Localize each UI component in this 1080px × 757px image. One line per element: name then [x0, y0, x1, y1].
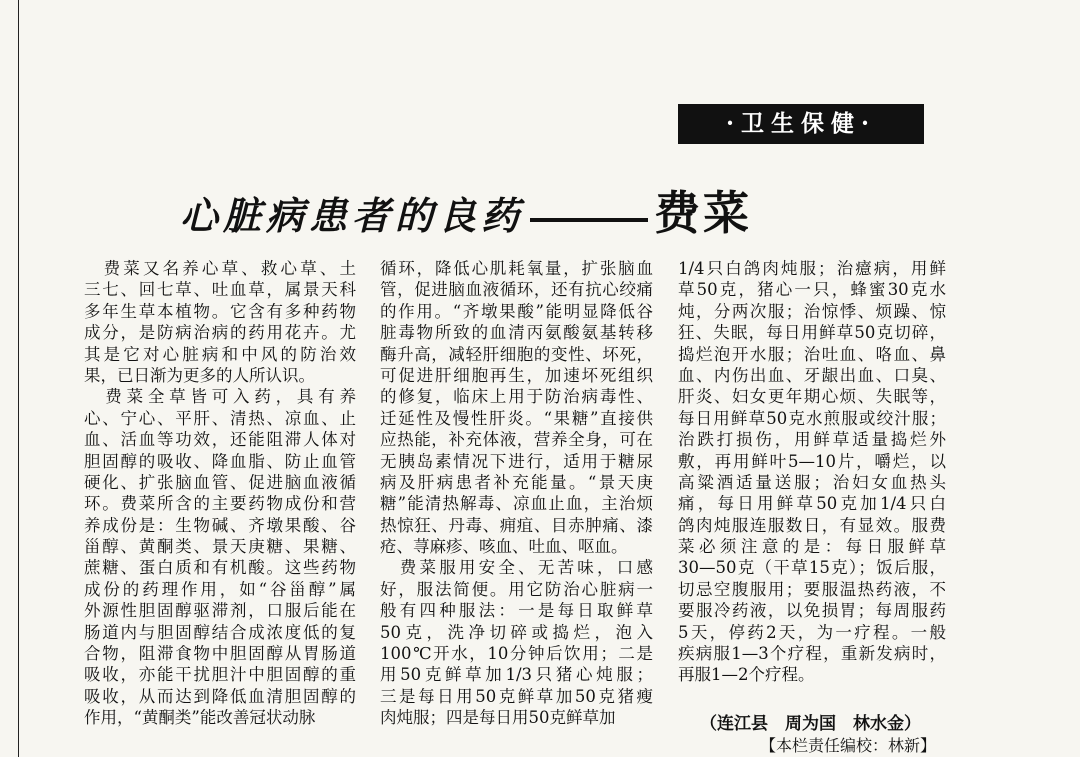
text-line: 痛，每日用鲜草50克加1/4只白	[678, 494, 946, 514]
text-line: 果，已日渐为更多的人所认识。	[84, 365, 315, 385]
title-dash	[530, 218, 648, 222]
text-line: 应热能，补充体液，营养全身，可在	[380, 430, 653, 450]
text-line: 治跌打损伤，用鲜草适量捣烂外	[678, 430, 946, 450]
text-line: 多年生草本植物。它含有多种药物	[84, 301, 356, 321]
text-line: 酶升高，减轻肝细胞的变性、坏死，	[380, 344, 653, 364]
text-line: 敷，再用鲜叶5—10片，嚼烂，以	[678, 451, 946, 471]
text-line: 鸽肉炖服连服数日，有显效。服费	[678, 515, 946, 535]
text-line: 其是它对心脏病和中风的防治效	[84, 344, 356, 364]
text-line: 炖，分两次服；治惊悸、烦躁、惊	[678, 301, 946, 321]
text-line: 30—50克（干草15克）；饭后服，	[678, 558, 946, 578]
text-line: 成份的药理作用，如“谷甾醇”属	[84, 579, 356, 599]
text-line: 100℃开水，10分钟后饮用；二是	[380, 644, 653, 664]
text-line: 疾病服1—3个疗程，重新发病时，	[678, 644, 946, 664]
text-line: 心、宁心、平肝、清热、凉血、止	[84, 408, 356, 428]
text-line: 迁延性及慢性肝炎。“果糖”直接供	[380, 408, 653, 428]
text-line: 好，服法简便。用它防治心脏病一	[380, 579, 653, 599]
page-border-line	[18, 0, 19, 757]
text-line: 蔗糖、蛋白质和有机酸。这些药物	[84, 558, 356, 578]
text-line: 热惊狂、丹毒、痈疽、目赤肿痛、漆	[380, 515, 653, 535]
text-line: 糖”能清热解毒、凉血止血，主治烦	[380, 494, 653, 514]
text-line: 外源性胆固醇驱滞剂，口服后能在	[84, 601, 356, 621]
text-line: 肝炎、妇女更年期心烦、失眠等，	[678, 387, 946, 407]
text-line: 5天，停药2天，为一疗程。一般	[678, 622, 946, 642]
text-line: 循环，降低心肌耗氧量，扩张脑血	[380, 259, 653, 278]
text-line: 三是每日用50克鲜草加50克猪瘦	[380, 686, 653, 706]
author-byline: （连江县 周为国 林水金）	[700, 714, 921, 734]
text-line: 捣烂泡开水服；治吐血、咯血、鼻	[678, 344, 946, 364]
text-line: 1/4只白鸽肉炖服；治癔病，用鲜	[678, 259, 946, 278]
text-line: 疮、荨麻疹、咳血、吐血、呕血。	[380, 537, 628, 557]
editor-note: 【本栏责任编校：林新】	[760, 736, 937, 755]
text-line: 硬化、扩张脑血管、促进脑血液循	[84, 472, 356, 492]
article-column-1	[84, 258, 356, 729]
text-line: 养成份是：生物碱、齐墩果酸、谷	[84, 515, 356, 535]
text-line: 合物，阻滞食物中胆固醇从胃肠道	[84, 644, 356, 664]
text-line: 病及肝病患者补充能量。“景天庚	[380, 472, 653, 492]
text-line: 肠道内与胆固醇结合成浓度低的复	[84, 622, 356, 642]
section-tag: ·卫生保健·	[678, 104, 924, 144]
text-line: 切忌空腹服用；要服温热药液，不	[678, 579, 946, 599]
text-line: 要服冷药液，以免损胃；每周服药	[678, 601, 946, 621]
text-line: 作用，“黄酮类”能改善冠状动脉	[84, 708, 316, 728]
article-column-2	[380, 258, 653, 729]
text-line: 胆固醇的吸收、降血脂、防止血管	[84, 451, 356, 471]
text-line: 般有四种服法：一是每日取鲜草	[380, 601, 653, 621]
text-line: 吸收，从而达到降低血清胆固醇的	[84, 686, 356, 706]
text-line: 的修复，临床上用于防治病毒性、	[380, 387, 653, 407]
text-line: 狂、失眠，每日用鲜草50克切碎，	[678, 323, 946, 343]
title-main: 心脏病患者的良药	[180, 193, 525, 238]
title-highlight: 费菜	[654, 186, 753, 240]
text-line: 的作用。“齐墩果酸”能明显降低谷	[380, 301, 653, 321]
text-line: 吸收，亦能干扰胆汁中胆固醇的重	[84, 665, 356, 685]
text-line: 费菜服用安全、无苦味，口感	[380, 558, 653, 578]
text-line: 环。费菜所含的主要药物成份和营	[84, 494, 356, 514]
text-line: 血、活血等功效，还能阻滞人体对	[84, 430, 356, 450]
article-column-3	[678, 258, 946, 686]
text-line: 费菜全草皆可入药，具有养	[84, 387, 356, 407]
text-line: 每日用鲜草50克水煎服或绞汁服；	[678, 408, 946, 428]
text-line: 再服1—2个疗程。	[678, 665, 815, 685]
text-line: 成分，是防病治病的药用花卉。尤	[84, 323, 356, 343]
text-line: 用50克鲜草加1/3只猪心炖服；	[380, 665, 653, 685]
text-line: 菜必须注意的是：每日服鲜草	[678, 537, 946, 557]
text-line: 费菜又名养心草、救心草、土	[84, 259, 356, 278]
text-line: 可促进肝细胞再生，加速坏死组织	[380, 365, 653, 385]
text-line: 草50克，猪心一只，蜂蜜30克水	[678, 280, 946, 300]
text-line: 三七、回七草、吐血草，属景天科	[84, 280, 356, 300]
text-line: 肉炖服；四是每日用50克鲜草加	[380, 708, 616, 728]
text-line: 管，促进脑血液循环，还有抗心绞痛	[380, 280, 653, 300]
text-line: 高粱酒适量送服；治妇女血热头	[678, 472, 946, 492]
text-line: 无胰岛素情况下进行，适用于糖尿	[380, 451, 653, 471]
text-line: 50克，洗净切碎或捣烂，泡入	[380, 622, 653, 642]
text-line: 血、内伤出血、牙龈出血、口臭、	[678, 365, 946, 385]
page-title	[180, 184, 880, 242]
text-line: 甾醇、黄酮类、景天庚糖、果糖、	[84, 537, 356, 557]
text-line: 脏毒物所致的血清丙氨酸氨基转移	[380, 323, 653, 343]
